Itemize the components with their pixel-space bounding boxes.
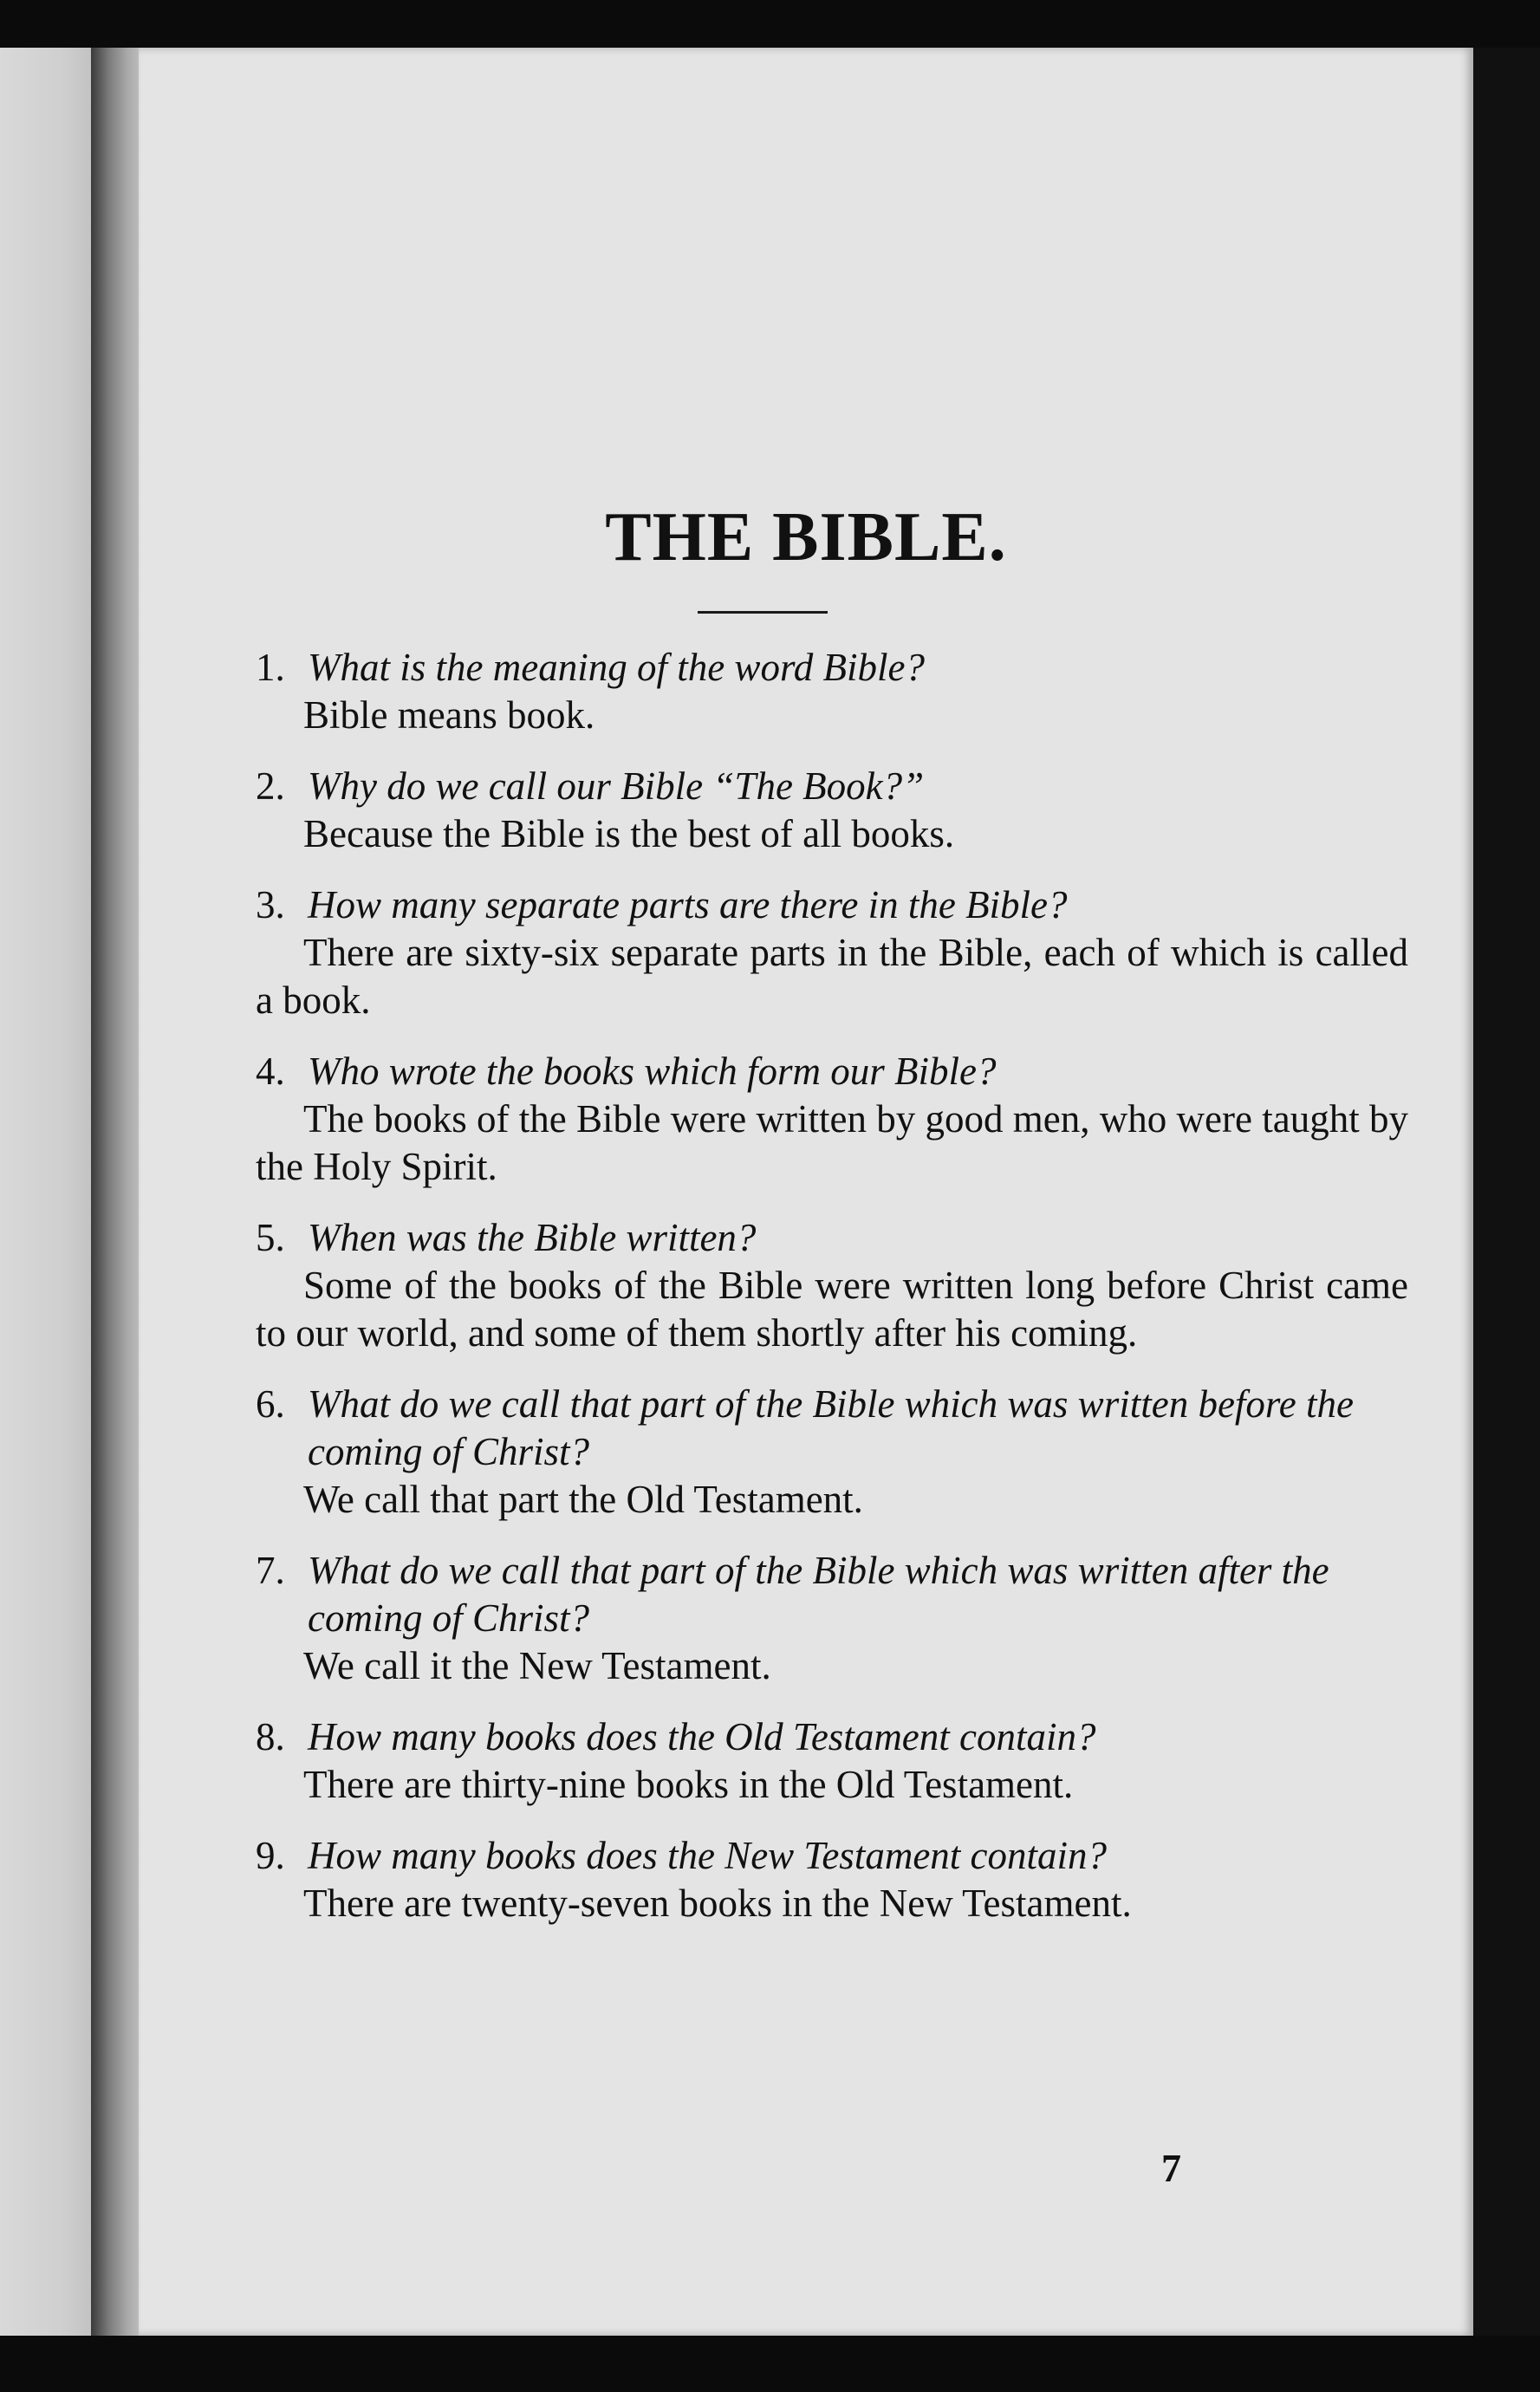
question-number: 5.	[256, 1216, 285, 1259]
question-number: 2.	[256, 764, 285, 808]
qa-item	[256, 1048, 1408, 1191]
title-rule	[698, 611, 828, 614]
question	[256, 763, 1408, 810]
question-text: Why do we call our Bible “The Book?”	[308, 764, 925, 808]
answer-text: We call that part the Old Testament.	[303, 1478, 863, 1521]
question	[256, 644, 1408, 692]
question-text: When was the Bible written?	[308, 1216, 757, 1259]
answer-text: There are thirty-nine books in the Old Testament.	[303, 1763, 1074, 1806]
qa-item	[256, 881, 1408, 1024]
book-page	[139, 48, 1473, 2336]
question-number: 3.	[256, 883, 285, 926]
question-text: How many books does the Old Testament contain?	[308, 1715, 1096, 1758]
question-text: What do we call that part of the Bible which was written after the coming of Christ?	[308, 1549, 1329, 1640]
qa-item	[256, 1832, 1408, 1927]
question-number: 7.	[256, 1549, 285, 1592]
answer-text: There are sixty-six separate parts in the Bible, each of which is called a book.	[256, 931, 1408, 1022]
question-text: Who wrote the books which form our Bible?	[308, 1050, 997, 1093]
question-number: 4.	[256, 1050, 285, 1093]
qa-item	[256, 1381, 1408, 1524]
question	[256, 881, 1408, 929]
answer-text: There are twenty-seven books in the New Testament.	[303, 1882, 1132, 1925]
question-number: 8.	[256, 1715, 285, 1758]
question-text: What do we call that part of the Bible which was written before the coming of Christ?	[308, 1382, 1354, 1473]
page-title: THE BIBLE.	[605, 499, 1007, 575]
qa-item	[256, 1713, 1408, 1809]
qa-item	[256, 644, 1408, 739]
question-number: 6.	[256, 1382, 285, 1426]
question-number: 1.	[256, 646, 285, 689]
answer-text: Because the Bible is the best of all books.	[303, 812, 955, 855]
question	[256, 1048, 1408, 1095]
answer-text: We call it the New Testament.	[303, 1644, 771, 1687]
answer-text: The books of the Bible were written by good men, who were taught by the Holy Spirit.	[256, 1097, 1408, 1188]
scan-border	[1473, 48, 1540, 2336]
question	[256, 1832, 1408, 1880]
previous-page-edge	[0, 48, 104, 2336]
question	[256, 1381, 1408, 1476]
question-number: 9.	[256, 1834, 285, 1877]
qa-item	[256, 1547, 1408, 1690]
qa-item	[256, 763, 1408, 858]
qa-item	[256, 1214, 1408, 1357]
question	[256, 1713, 1408, 1761]
question	[256, 1214, 1408, 1262]
question-text: How many books does the New Testament contain?	[308, 1834, 1108, 1877]
page-number: 7	[1161, 2146, 1181, 2190]
answer-text: Bible means book.	[303, 693, 595, 737]
question	[256, 1547, 1408, 1642]
answer-text: Some of the books of the Bible were written long before Christ came to our world, and some of them shortly after his coming.	[256, 1264, 1408, 1355]
question-text: How many separate parts are there in the Bible?	[308, 883, 1068, 926]
question-text: What is the meaning of the word Bible?	[308, 646, 926, 689]
catechism-list	[256, 644, 1408, 1951]
